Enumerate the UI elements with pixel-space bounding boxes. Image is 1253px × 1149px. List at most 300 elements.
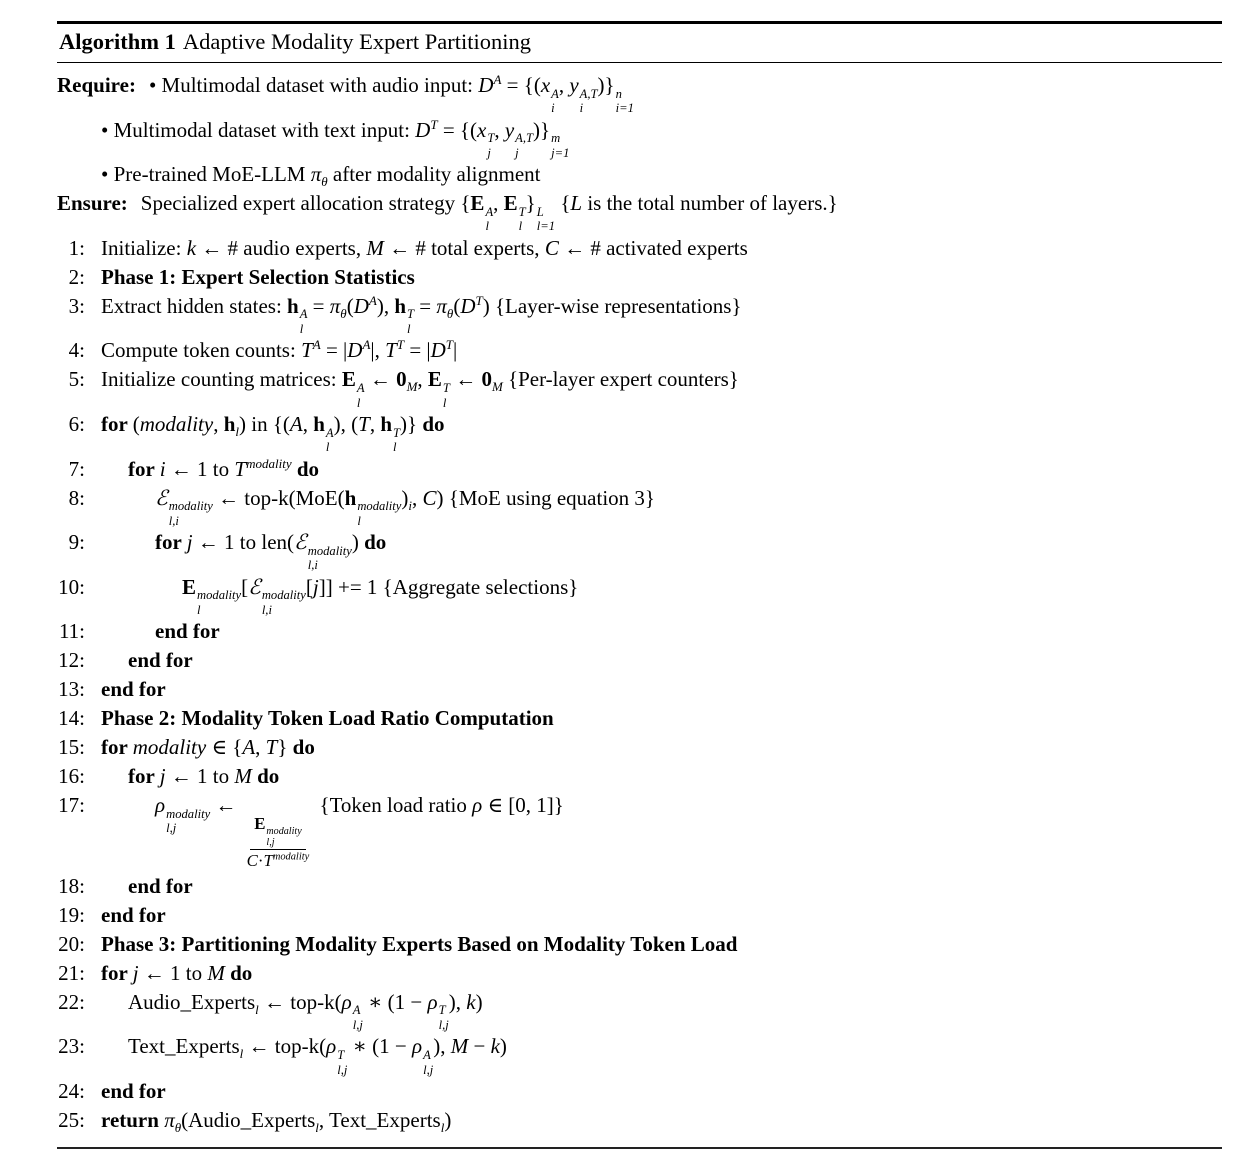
math-segment: $D^A$: [478, 72, 502, 97]
algo-line-17: [57, 791, 1222, 871]
math-segment: l: [239, 1046, 244, 1062]
math-segment: C: [246, 850, 258, 870]
line-content: [101, 704, 1222, 733]
math-segment: T: [442, 381, 450, 396]
math-segment: for: [128, 456, 160, 481]
line-content: [101, 234, 1222, 263]
math-segment: modality: [168, 499, 213, 514]
math-segment: j: [186, 530, 193, 555]
math-segment: T: [445, 337, 454, 353]
algo-line-25: [57, 1106, 1222, 1135]
line-number: 1:: [68, 235, 85, 260]
math-segment: l: [255, 1002, 259, 1017]
math-segment: $\pi_\theta$: [329, 293, 347, 321]
math-segment: do: [364, 530, 387, 555]
algorithm-number-label: Algorithm 1: [59, 29, 176, 54]
line-number: 18:: [58, 873, 85, 898]
math-segment: θ: [446, 305, 454, 321]
math-segment: m: [551, 131, 561, 146]
fraction: [247, 814, 310, 872]
line-content: [101, 116, 570, 160]
math-segment: $D^A$: [347, 337, 371, 363]
math-segment: Phase 2: Modality Token Load Ratio Computation: [101, 706, 554, 731]
math-segment: ) {MoE using equation 3}: [436, 485, 656, 510]
math-segment: end for: [101, 902, 166, 927]
math-segment: =: [414, 293, 437, 318]
math-segment: E modality l,j: [254, 814, 302, 849]
math-segment: A: [325, 425, 334, 440]
math-segment: E T l: [503, 191, 526, 234]
algo-line-12: [57, 646, 1222, 675]
math-segment: modality: [272, 851, 310, 863]
math-segment: $D^T$: [430, 337, 454, 363]
math-segment: k: [186, 235, 197, 260]
math-segment: end for: [128, 648, 193, 673]
math-segment: $T^{modality}$: [234, 455, 292, 481]
algo-line-23: [57, 1032, 1222, 1077]
line-content: [101, 455, 1222, 484]
algo-line-8: [57, 484, 1222, 529]
line-content: [101, 1106, 1222, 1135]
line-content: [57, 191, 838, 234]
math-segment: ,: [302, 411, 314, 436]
math-segment: ): [351, 530, 365, 555]
line-content: [101, 1032, 1222, 1077]
math-segment: Text_Experts$_l$: [128, 1034, 244, 1062]
math-segment: l: [518, 219, 523, 234]
line-content: [101, 484, 1222, 529]
math-segment: l: [356, 395, 361, 410]
math-segment: Initialize:: [101, 235, 187, 260]
math-segment: ,: [494, 117, 505, 142]
math-segment: ) in {(: [239, 411, 290, 436]
math-segment: modality: [166, 807, 211, 821]
line-content: [101, 762, 1222, 791]
math-segment: ,: [213, 411, 224, 436]
line-number: 22:: [58, 989, 85, 1014]
math-segment: Audio_Experts$_l$: [188, 1108, 319, 1136]
algo-line-19: [57, 901, 1222, 930]
math-segment: $\pi_\theta$: [436, 293, 454, 321]
math-segment: ← # total experts,: [383, 235, 545, 260]
algo-line-2: [57, 263, 1222, 292]
math-segment: Extract hidden states:: [101, 293, 288, 318]
fraction-denominator: [247, 850, 310, 872]
math-segment: l,i: [168, 513, 179, 528]
math-segment: l: [407, 321, 411, 336]
math-segment: L: [570, 191, 583, 216]
math-segment: i=1: [615, 101, 634, 116]
math-segment: A: [368, 292, 377, 308]
keyword-label: Require:: [57, 73, 136, 97]
math-segment: l,i: [307, 558, 318, 573]
math-segment: A: [423, 1048, 431, 1063]
line-content: [101, 646, 1222, 675]
line-content: [101, 410, 1222, 455]
math-segment: end for: [155, 619, 220, 644]
math-segment: A: [312, 337, 321, 353]
math-segment: ,: [558, 73, 570, 97]
line-content: [101, 872, 1222, 901]
algo-line-1: [57, 234, 1222, 263]
math-segment: A: [352, 1003, 361, 1018]
bullet-line: [57, 116, 1222, 161]
math-segment: ),: [376, 293, 395, 318]
line-number: 25:: [58, 1108, 85, 1132]
math-segment: ℰ modality l,i: [294, 530, 352, 573]
line-content: [101, 617, 1222, 646]
math-segment: l=1: [536, 219, 556, 234]
line-content: [101, 336, 1222, 365]
math-segment: modality: [307, 543, 352, 558]
line-content: [101, 959, 1222, 988]
math-segment: • Multimodal dataset with text input:: [101, 117, 416, 142]
line-content: [101, 930, 1222, 959]
math-segment: l,j: [266, 837, 275, 849]
math-segment: ρ A l,j: [412, 1034, 434, 1077]
math-segment: −: [468, 1034, 491, 1059]
math-segment: ρ T l,j: [427, 989, 449, 1032]
math-segment: ℰ modality l,i: [248, 574, 306, 617]
math-segment: T: [407, 307, 415, 322]
line-number: 4:: [68, 338, 85, 363]
math-segment: do: [292, 735, 315, 760]
math-segment: $\pi_\theta$: [310, 162, 328, 190]
math-segment: A: [356, 381, 365, 396]
algorithm-body: [57, 63, 1222, 1143]
math-segment: $T^T$: [385, 337, 405, 363]
math-segment: θ: [321, 174, 328, 190]
fraction-numerator: [250, 814, 305, 850]
bullet-line: [57, 160, 1222, 189]
math-segment: [: [305, 574, 313, 599]
math-segment: $0_M$: [481, 367, 503, 395]
math-segment: $\pi_\theta$: [164, 1108, 182, 1136]
math-segment: l,j: [166, 821, 177, 836]
algorithm-caption: [57, 21, 1222, 63]
math-segment: ),: [448, 989, 467, 1014]
line-number: 14:: [58, 706, 85, 731]
line-number: 10:: [58, 574, 85, 599]
math-segment: = {(: [501, 73, 541, 97]
math-segment: M: [406, 379, 418, 395]
math-segment: T: [430, 116, 438, 132]
math-segment: for: [128, 764, 160, 789]
math-segment: l: [440, 1120, 445, 1136]
math-segment: =: [307, 293, 330, 318]
math-segment: ,: [318, 1108, 330, 1132]
math-segment: ,: [417, 367, 428, 392]
math-segment: l,j: [337, 1062, 348, 1077]
math-segment: modality: [132, 735, 207, 760]
math-segment: T: [337, 1048, 345, 1063]
math-segment: x A i: [540, 73, 559, 116]
line-number: 6:: [68, 411, 85, 436]
math-segment: ,: [493, 191, 504, 216]
math-segment: is the total number of layers.}: [582, 191, 838, 216]
math-segment: (: [346, 293, 354, 318]
math-segment: ,: [412, 485, 423, 510]
algo-line-7: [57, 455, 1222, 484]
math-segment: return: [101, 1108, 165, 1132]
math-segment: $T^A$: [301, 337, 321, 363]
line-content: [101, 1077, 1222, 1106]
math-segment: A,T: [579, 86, 598, 101]
math-segment: = {(: [437, 117, 477, 142]
line-number: 2:: [68, 264, 85, 289]
math-segment: Phase 1: Expert Selection Statistics: [101, 264, 415, 289]
math-segment: {Per-layer expert counters}: [502, 367, 739, 392]
math-segment: = |: [404, 338, 431, 363]
math-segment: • Pre-trained MoE-LLM: [101, 162, 311, 187]
math-segment: |: [453, 338, 458, 363]
math-segment: {: [555, 191, 571, 216]
math-segment: Specialized expert allocation strategy {: [140, 191, 471, 216]
math-segment: ← top-k(: [258, 989, 342, 1014]
line-content: [101, 162, 541, 190]
math-segment: )} n i=1: [597, 73, 634, 116]
algo-line-13: [57, 675, 1222, 704]
math-segment: ∈ {: [206, 735, 243, 760]
math-segment: l: [393, 440, 397, 455]
line-content: [101, 365, 1222, 410]
math-segment: ρ T l,j: [326, 1034, 348, 1077]
math-segment: ← 1 to: [165, 764, 235, 789]
math-segment: Audio_Experts$_l$: [128, 989, 259, 1017]
algo-line-18: [57, 872, 1222, 901]
line-content: [101, 292, 1222, 337]
math-segment: = |: [320, 338, 348, 363]
math-segment: E A l: [470, 191, 494, 234]
math-segment: k: [490, 1034, 500, 1059]
math-segment: M: [450, 1034, 469, 1059]
math-segment: {Token load ratio: [314, 793, 473, 818]
math-segment: y A,T j: [504, 117, 534, 160]
math-segment: ρ A l,j: [341, 989, 363, 1032]
math-segment: E T l: [427, 367, 450, 410]
line-number: 20:: [58, 931, 85, 956]
math-segment: $0_M$: [396, 367, 418, 395]
math-segment: h T l: [394, 293, 415, 336]
line-number: 16:: [58, 764, 85, 789]
line-content: [101, 901, 1222, 930]
math-segment: l,j: [438, 1017, 449, 1032]
math-segment: M: [491, 379, 503, 395]
math-segment: after modality alignment: [327, 162, 541, 187]
line-content: [101, 573, 1222, 618]
line-content: [101, 988, 1222, 1033]
math-segment: j: [312, 574, 319, 599]
math-segment: ← top-k(: [243, 1034, 327, 1059]
math-segment: $T^{modality}$: [263, 850, 310, 870]
math-segment: l: [442, 395, 447, 410]
math-segment: end for: [128, 873, 193, 898]
math-segment: i: [551, 101, 555, 116]
algorithm-title: Adaptive Modality Expert Partitioning: [182, 29, 531, 54]
math-segment: } L l=1: [525, 191, 556, 234]
math-segment: l: [357, 513, 361, 528]
math-segment: l: [325, 440, 330, 455]
line-content: [101, 675, 1222, 704]
math-segment: T: [475, 292, 483, 308]
math-segment: E A l: [341, 367, 365, 410]
math-segment: h A l: [313, 411, 334, 455]
math-segment: ): [444, 1108, 452, 1132]
line-number: 11:: [58, 619, 85, 644]
line-number: 15:: [58, 735, 85, 760]
line-number: 9:: [68, 530, 85, 555]
math-segment: i: [159, 456, 166, 481]
math-segment: T: [358, 411, 370, 436]
math-segment: for: [101, 411, 133, 436]
math-segment: $D^A$: [353, 292, 377, 318]
line-content: [101, 263, 1222, 292]
math-segment: T: [518, 204, 526, 219]
algo-line-3: [57, 292, 1222, 337]
math-segment: j: [515, 145, 519, 160]
math-segment: M: [366, 235, 384, 260]
math-segment: A,T: [515, 131, 534, 146]
math-segment: T: [487, 131, 495, 146]
math-segment: ←: [210, 793, 242, 818]
line-content: [101, 733, 1222, 762]
math-segment: (: [132, 411, 140, 436]
line-number: 19:: [58, 902, 85, 927]
math-segment: (: [181, 1108, 189, 1132]
math-segment: $h_l$: [223, 411, 239, 440]
line-number: 8:: [68, 485, 85, 510]
math-segment: ρ: [472, 793, 483, 818]
line-number: 23:: [58, 1034, 85, 1059]
math-segment: $D^T$: [415, 116, 438, 142]
algo-line-22: [57, 988, 1222, 1033]
math-segment: )$_i$: [401, 485, 413, 513]
line-content: [101, 791, 1222, 871]
math-segment: ·: [257, 850, 264, 870]
algo-line-14: [57, 704, 1222, 733]
math-segment: A: [242, 735, 256, 760]
math-segment: for: [101, 735, 133, 760]
algo-line-9: [57, 528, 1222, 573]
line-number: 7:: [68, 456, 85, 481]
line-content: [101, 528, 1222, 573]
math-segment: T: [438, 1003, 446, 1018]
algo-line-10: [57, 573, 1222, 618]
math-segment: modality: [266, 825, 302, 837]
math-segment: ]] += 1 {Aggregate selections}: [318, 574, 579, 599]
math-segment: M: [234, 764, 252, 789]
math-segment: h modality l: [344, 485, 402, 528]
math-segment: ) {Layer-wise representations}: [482, 293, 742, 318]
math-segment: Initialize counting matrices:: [101, 367, 342, 392]
algorithm-figure: [57, 21, 1222, 1149]
algo-line-16: [57, 762, 1222, 791]
math-segment: A: [493, 72, 502, 87]
math-segment: ): [475, 989, 483, 1014]
math-segment: l: [485, 219, 489, 234]
math-segment: M: [207, 960, 225, 985]
algo-line-5: [57, 365, 1222, 410]
math-segment: end for: [101, 1079, 166, 1103]
algo-line-21: [57, 959, 1222, 988]
math-segment: E modality l: [182, 574, 242, 617]
math-segment: θ: [174, 1120, 182, 1136]
math-segment: modality: [197, 588, 242, 603]
math-segment: ← # activated experts: [558, 235, 748, 260]
math-segment: y A,T i: [569, 73, 598, 116]
line-number: 21:: [58, 960, 85, 985]
line-content: [57, 72, 634, 116]
math-segment: A: [289, 411, 303, 436]
math-segment: modality: [357, 499, 402, 514]
math-segment: do: [422, 411, 445, 436]
math-segment: T: [396, 337, 405, 353]
math-segment: )} m j=1: [533, 117, 570, 160]
math-segment: ℰ modality l,i: [155, 485, 213, 528]
math-segment: l,j: [352, 1017, 363, 1032]
ensure-line: [57, 189, 1222, 234]
math-segment: l: [315, 1120, 319, 1136]
math-segment: do: [296, 456, 320, 481]
line-number: 12:: [58, 648, 85, 673]
math-segment: A: [362, 337, 371, 353]
line-number: 3:: [68, 293, 85, 318]
math-segment: ← 1 to: [165, 456, 235, 481]
math-segment: Phase 3: Partitioning Modality Experts Based on Modality Token Load: [101, 931, 738, 956]
math-segment: l,i: [261, 602, 272, 617]
line-number: 13:: [58, 677, 85, 702]
math-segment: end for: [101, 677, 166, 702]
math-segment: j: [159, 764, 166, 789]
math-segment: ←: [449, 367, 482, 392]
math-segment: ← top-k(MoE(: [212, 485, 345, 510]
math-segment: ): [499, 1034, 507, 1059]
math-segment: h A l: [287, 293, 308, 336]
math-segment: do: [230, 960, 253, 985]
line-number: 5:: [68, 367, 85, 392]
require-line: [57, 71, 1222, 116]
math-segment: l: [197, 602, 201, 617]
math-segment: T: [265, 735, 278, 760]
math-segment: for: [155, 530, 187, 555]
math-segment: Compute token counts:: [101, 338, 302, 363]
math-segment: C: [544, 235, 559, 260]
math-segment: k: [466, 989, 476, 1014]
math-segment: ,: [255, 735, 266, 760]
math-segment: j: [487, 145, 491, 160]
algo-line-4: [57, 336, 1222, 365]
math-segment: Text_Experts$_l$: [329, 1108, 445, 1136]
math-segment: |,: [370, 338, 386, 363]
algo-line-20: [57, 930, 1222, 959]
math-segment: ← 1 to: [138, 960, 208, 985]
algo-line-24: [57, 1077, 1222, 1106]
math-segment: j: [132, 960, 139, 985]
line-number: 24:: [58, 1079, 85, 1103]
math-segment: ← # audio experts,: [196, 235, 367, 260]
math-segment: $D^T$: [460, 292, 483, 318]
math-segment: h T l: [380, 411, 401, 455]
math-segment: do: [257, 764, 280, 789]
math-segment: modality: [261, 588, 306, 603]
math-segment: n: [615, 86, 622, 101]
math-segment: A: [299, 307, 308, 322]
math-segment: A: [551, 86, 559, 101]
math-segment: i: [408, 497, 413, 513]
math-segment: C: [422, 485, 437, 510]
math-segment: modality: [139, 411, 214, 436]
math-segment: ∗ (1 −: [347, 1034, 412, 1059]
